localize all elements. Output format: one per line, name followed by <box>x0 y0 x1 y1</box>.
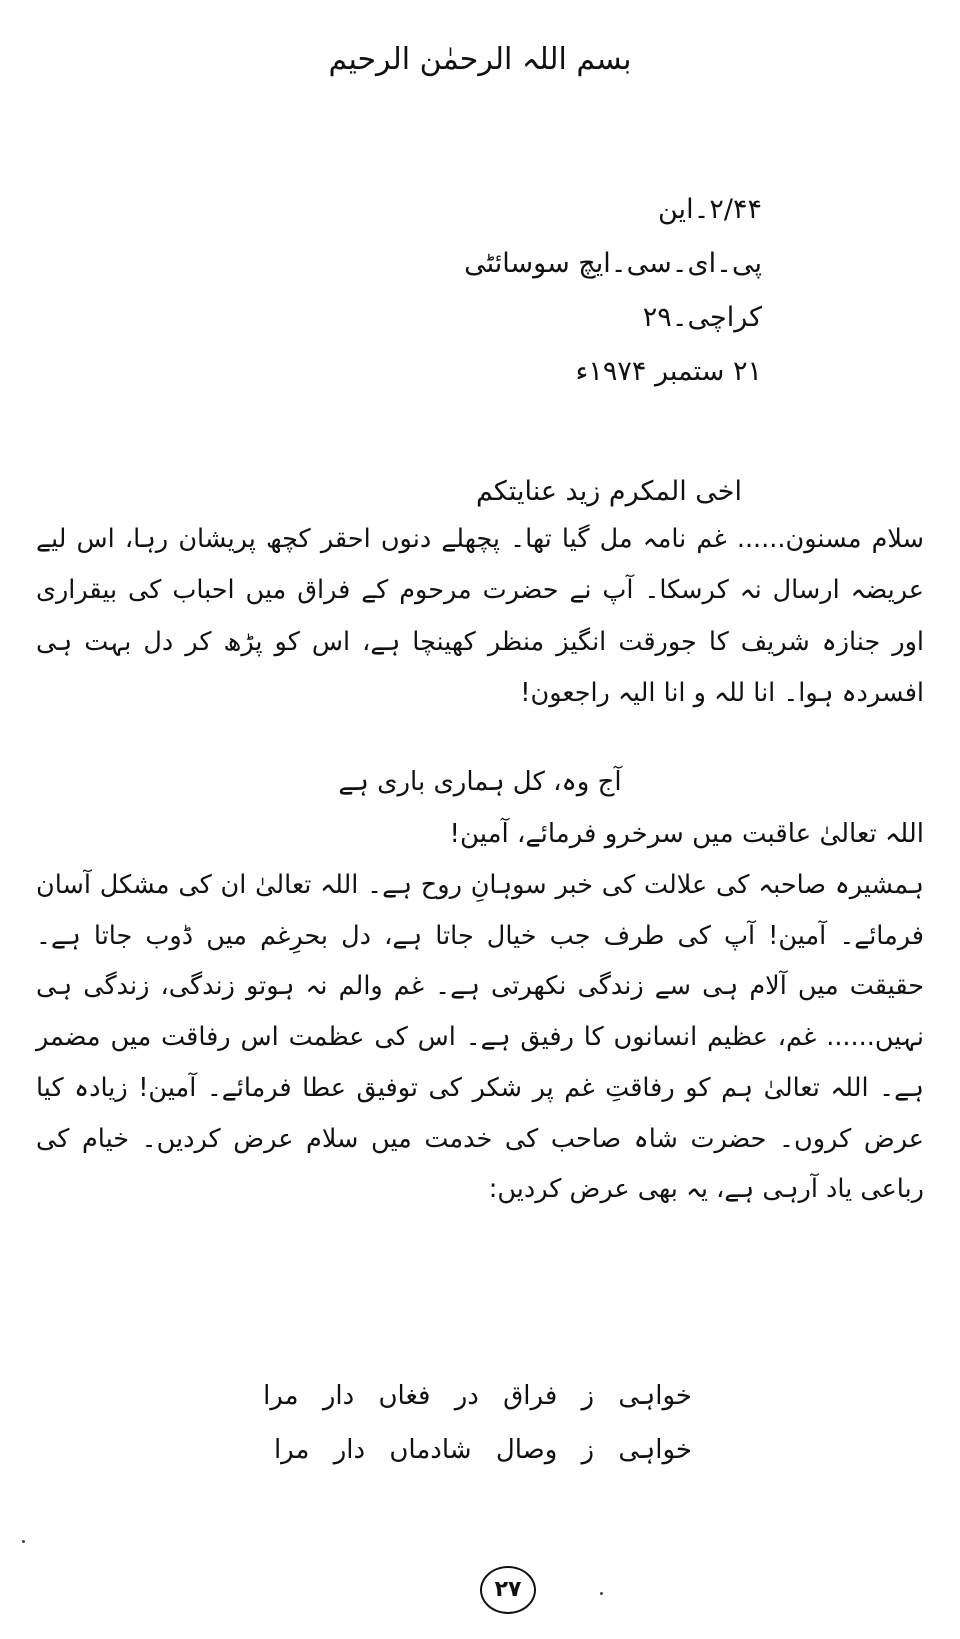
couplet-line-1: خواہی ز فراق در فغاں دار مرا <box>263 1381 692 1411</box>
salutation: اخی المکرم زید عنایتکم <box>475 476 742 507</box>
address-line-2: پی۔ای۔سی۔ایچ سوسائٹی <box>464 248 762 279</box>
verse-line: آج وہ، کل ہماری باری ہے <box>338 767 622 797</box>
page-number-badge <box>480 1566 536 1614</box>
bismillah-heading: بسم اللہ الرحمٰن الرحیم <box>328 42 632 77</box>
address-line-3: کراچی۔۲۹ <box>642 302 762 333</box>
scan-speck <box>600 1592 603 1595</box>
page-number: ۲۷ <box>494 1577 522 1602</box>
body-paragraph-1: سلام مسنون...... غم نامہ مل گیا تھا۔ پچھلے دنوں احقر کچھ پریشان رہا، اس لیے عریضہ ارسال نہ کرسکا۔ آپ نے حضرت مرحوم کے فراق میں احباب کی بیقراری اور جنازہ شریف کا جورقت انگیز منظر کھینچا ہے، اس کو پڑھ کر دل بہت ہی افسردہ ہوا۔ انا للہ و انا الیہ راجعون! <box>36 524 924 708</box>
sender-address <box>202 186 762 402</box>
body-paragraph-2: ہمشیرہ صاحبہ کی علالت کی خبر سوہانِ روح ہے۔ اللہ تعالیٰ ان کی مشکل آسان فرمائے۔ آمین! آپ کی طرف جب خیال جاتا ہے، دل بحرِغم میں ڈوب جاتا ہے۔ حقیقت میں آلام ہی سے زندگی نکھرتی ہے۔ غم والم نہ ہوتو زندگی، زندگی ہی نہیں...... غم، عظیم انسانوں کا رفیق ہے۔ اس کی عظمت اس رفاقت میں مضمر ہے۔ اللہ تعالیٰ ہم کو رفاقتِ غم پر شکر کی توفیق عطا فرمائے۔ آمین! زیادہ کیا عرض کروں۔ حضرت شاہ صاحب کی خدمت میں سلام عرض کردیں۔ خیام کی رباعی یاد آرہی ہے، یہ بھی عرض کردیں: <box>36 870 924 1205</box>
couplet-line-2: خواہی ز وصال شادماں دار مرا <box>273 1435 692 1465</box>
letter-date: ۲۱ ستمبر ۱۹۷۴ء <box>575 356 762 387</box>
prayer-line: اللہ تعالیٰ عاقبت میں سرخرو فرمائے، آمین! <box>449 819 924 849</box>
scan-speck <box>22 1540 25 1543</box>
address-line-1: ۲/۴۴۔این <box>658 194 762 225</box>
